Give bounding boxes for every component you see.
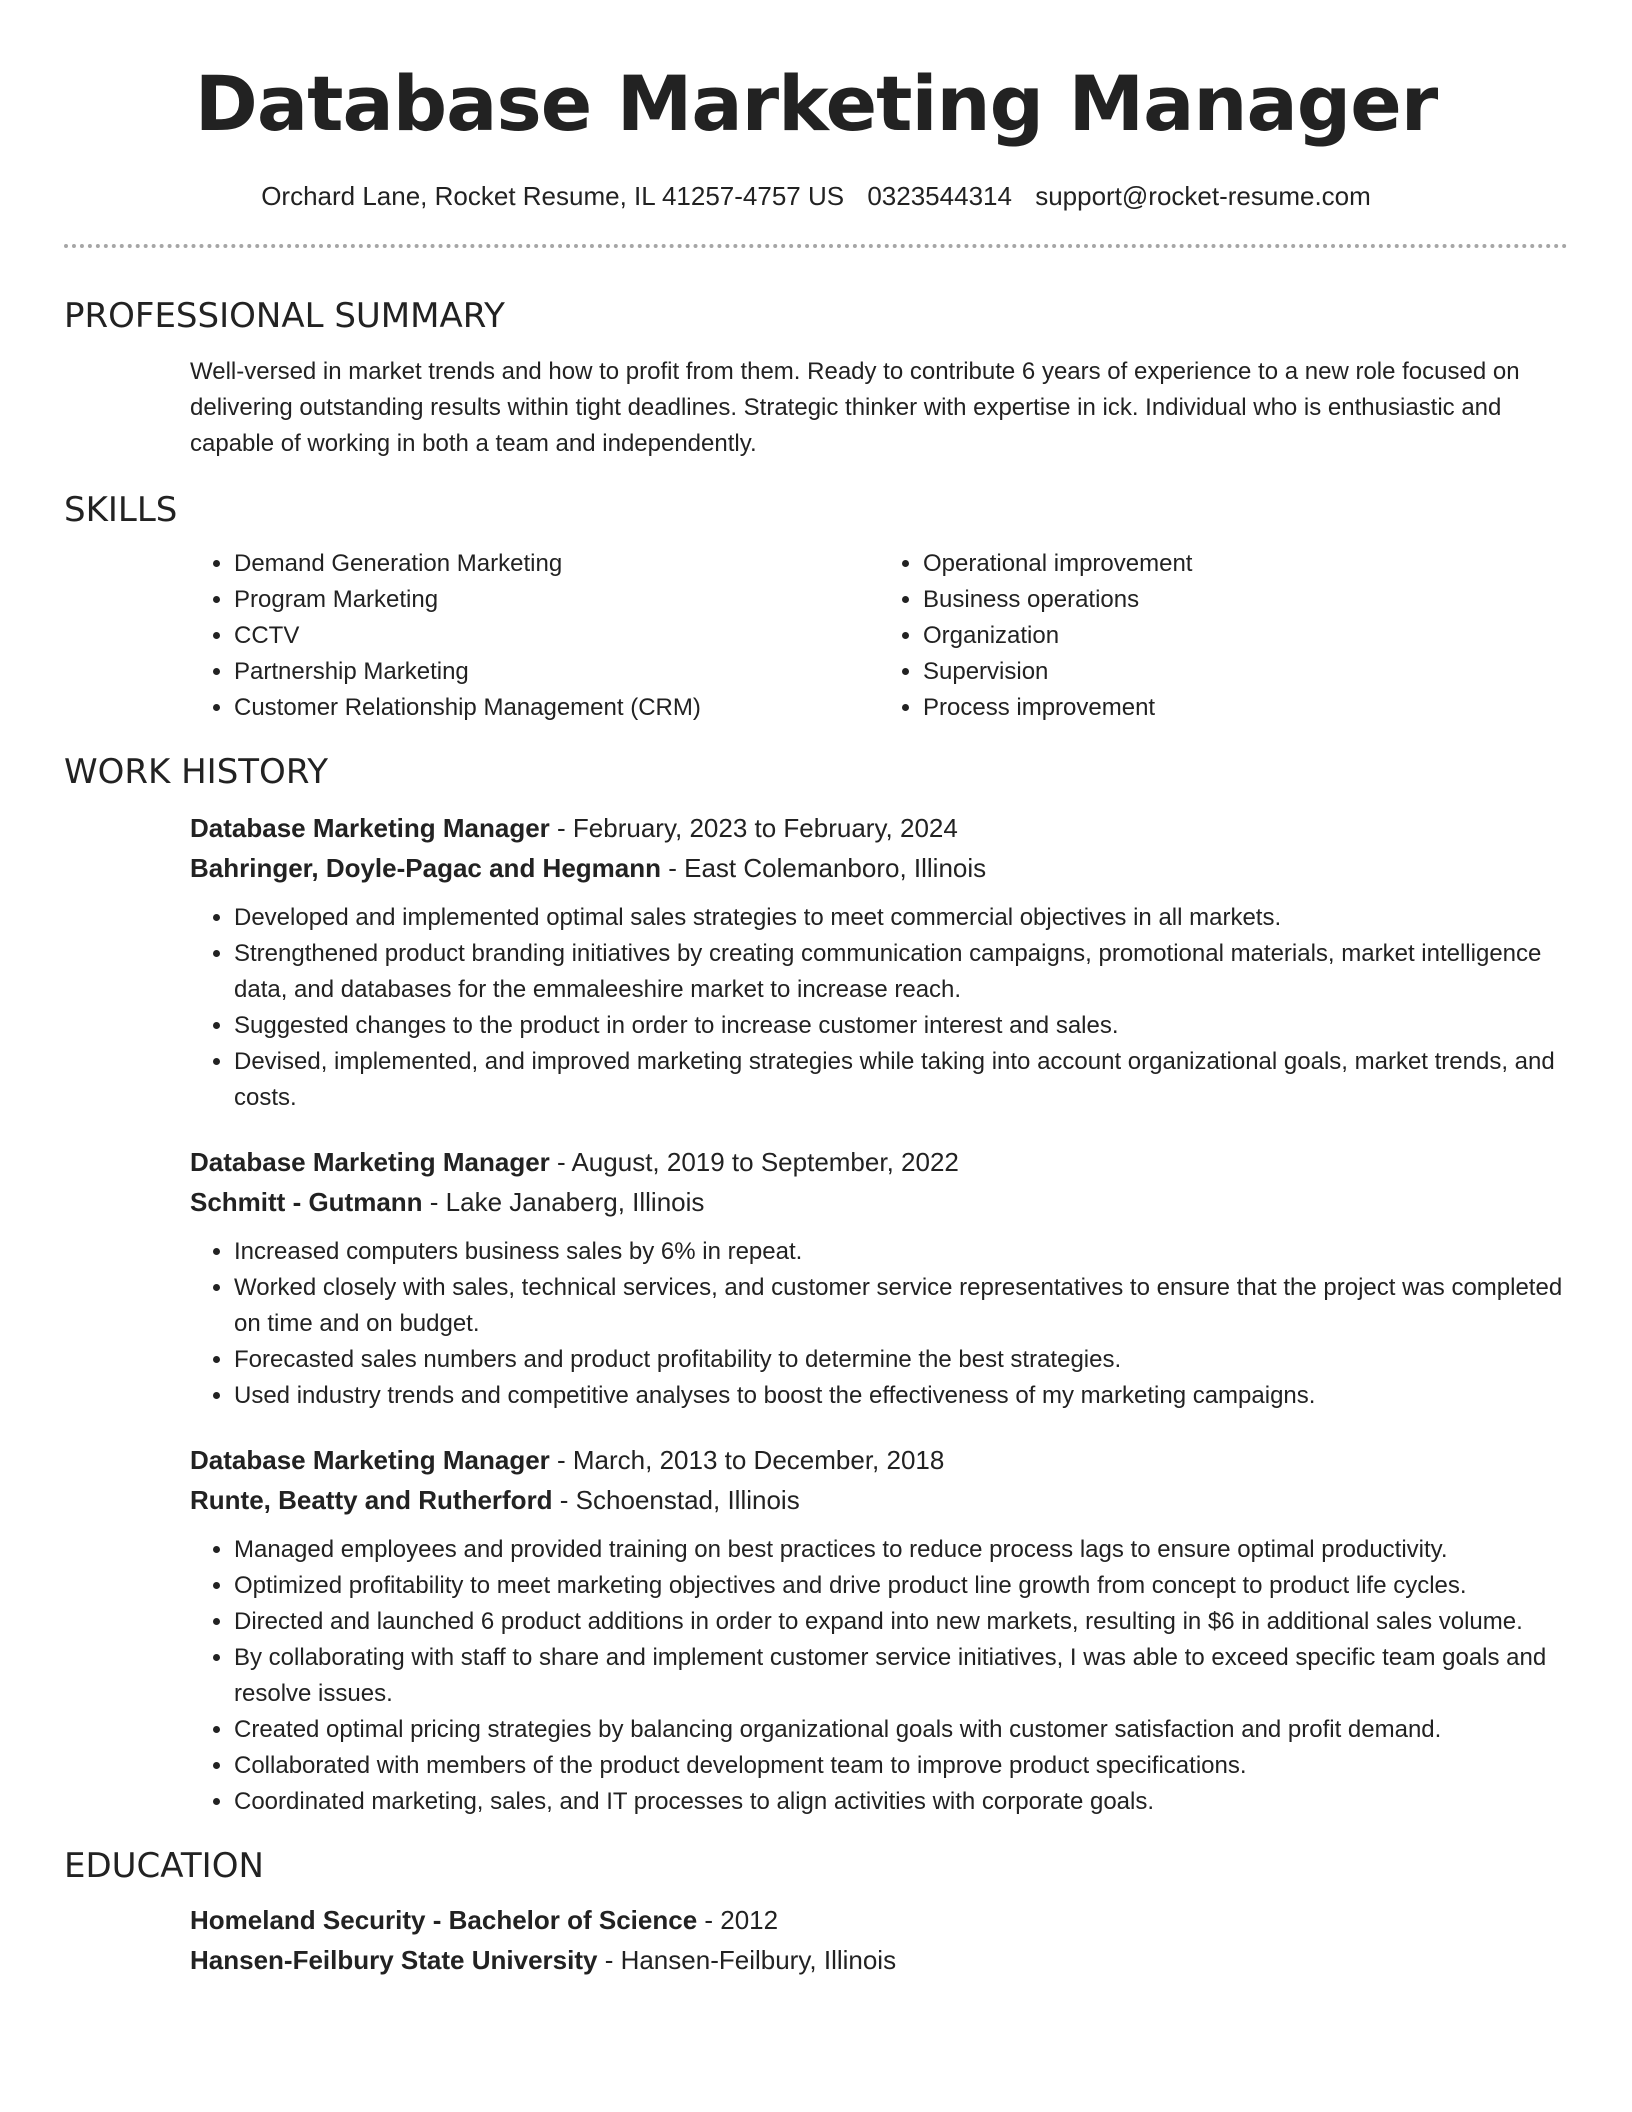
summary-heading: PROFESSIONAL SUMMARY	[64, 296, 505, 336]
work-history-heading: WORK HISTORY	[64, 752, 329, 792]
skill-item: • Organization	[923, 618, 1568, 654]
education-location: - Hansen-Feilbury, Illinois	[597, 1945, 897, 1975]
job-bullet: • Developed and implemented optimal sales strategies to meet commercial objectives in all markets.	[234, 900, 1568, 936]
job-title-line	[190, 808, 1568, 848]
job-bullet: • Used industry trends and competitive analyses to boost the effectiveness of my marketing campaigns.	[234, 1378, 1568, 1414]
contact-email[interactable]: support@rocket-resume.com	[1035, 181, 1371, 211]
header-divider	[64, 244, 1568, 248]
job-location: - Lake Janaberg, Illinois	[422, 1187, 705, 1217]
skill-item: • Partnership Marketing	[234, 654, 879, 690]
job-bullet: • Strengthened product branding initiatives by creating communication campaigns, promotional materials, market intelligence data, and databases for the emmaleeshire market to increase reach.	[234, 936, 1568, 1008]
contact-phone: 0323544314	[867, 181, 1012, 211]
job-company-line	[190, 1480, 1568, 1520]
job-bullet: • Directed and launched 6 product additions in order to expand into new markets, resulting in $6 in additional sales volume.	[234, 1604, 1568, 1640]
candidate-name: Database Marketing Manager	[194, 59, 1438, 148]
job-location: - Schoenstad, Illinois	[552, 1485, 800, 1515]
job-entry	[190, 1142, 1568, 1414]
skills-heading: SKILLS	[64, 490, 178, 530]
job-bullet: • Optimized profitability to meet marketing objectives and drive product line growth from concept to product life cycles.	[234, 1568, 1568, 1604]
job-title-line	[190, 1440, 1568, 1480]
job-bullet: • Suggested changes to the product in order to increase customer interest and sales.	[234, 1008, 1568, 1044]
job-role: Database Marketing Manager	[190, 813, 550, 843]
skill-item: • Supervision	[923, 654, 1568, 690]
job-location: - East Colemanboro, Illinois	[661, 853, 987, 883]
contact-address: Orchard Lane, Rocket Resume, IL 41257-4757 US	[261, 181, 845, 211]
job-company: Runte, Beatty and Rutherford	[190, 1485, 553, 1515]
job-title-line	[190, 1142, 1568, 1182]
job-role: Database Marketing Manager	[190, 1147, 550, 1177]
job-role: Database Marketing Manager	[190, 1445, 550, 1475]
skill-item: • Program Marketing	[234, 582, 879, 618]
job-bullet: • Forecasted sales numbers and product profitability to determine the best strategies.	[234, 1342, 1568, 1378]
skill-item: • Demand Generation Marketing	[234, 546, 879, 582]
job-bullet: • Coordinated marketing, sales, and IT processes to align activities with corporate goals.	[234, 1784, 1568, 1820]
contact-line	[64, 176, 1568, 216]
education-year: - 2012	[697, 1905, 779, 1935]
skills-column-left	[190, 546, 879, 726]
education-degree: Homeland Security - Bachelor of Science	[190, 1905, 698, 1935]
job-dates: - March, 2013 to December, 2018	[549, 1445, 945, 1475]
job-bullet: • Increased computers business sales by 6% in repeat.	[234, 1234, 1568, 1270]
skills-list	[190, 546, 1568, 726]
skill-item: • Customer Relationship Management (CRM)	[234, 690, 879, 726]
job-bullet: • Worked closely with sales, technical services, and customer service representatives to ensure that the project was completed on time and on budget.	[234, 1270, 1568, 1342]
job-company: Bahringer, Doyle-Pagac and Hegmann	[190, 853, 662, 883]
job-bullet: • Collaborated with members of the product development team to improve product specifications.	[234, 1748, 1568, 1784]
job-bullet: • Devised, implemented, and improved marketing strategies while taking into account organizational goals, market trends, and costs.	[234, 1044, 1568, 1116]
skill-item: • Process improvement	[923, 690, 1568, 726]
job-bullets	[190, 900, 1568, 1116]
job-bullet: • Created optimal pricing strategies by balancing organizational goals with customer satisfaction and profit demand.	[234, 1712, 1568, 1748]
job-bullet: • Managed employees and provided training on best practices to reduce process lags to ensure optimal productivity.	[234, 1532, 1568, 1568]
skill-item: • Business operations	[923, 582, 1568, 618]
job-company-line	[190, 848, 1568, 888]
job-dates: - August, 2019 to September, 2022	[549, 1147, 959, 1177]
skill-item: • Operational improvement	[923, 546, 1568, 582]
education-school-line	[190, 1940, 1568, 1980]
job-entry	[190, 1440, 1568, 1820]
education-entry	[190, 1900, 1568, 1980]
skill-item: • CCTV	[234, 618, 879, 654]
education-heading: EDUCATION	[64, 1846, 264, 1886]
job-company-line	[190, 1182, 1568, 1222]
job-entry	[190, 808, 1568, 1116]
job-bullets	[190, 1234, 1568, 1414]
job-bullets	[190, 1532, 1568, 1820]
education-degree-line	[190, 1900, 1568, 1940]
summary-text: Well-versed in market trends and how to profit from them. Ready to contribute 6 years of experience to a new role focused on delivering outstanding results within tight deadlines. Strategic thinker with expertise in ick. Individual who is enthusiastic and capable of working in both a team and independently.	[190, 358, 1520, 457]
skills-column-right	[879, 546, 1568, 726]
job-company: Schmitt - Gutmann	[190, 1187, 423, 1217]
job-bullet: • By collaborating with staff to share and implement customer service initiatives, I was able to exceed specific team goals and resolve issues.	[234, 1640, 1568, 1712]
job-dates: - February, 2023 to February, 2024	[549, 813, 958, 843]
education-school: Hansen-Feilbury State University	[190, 1945, 598, 1975]
